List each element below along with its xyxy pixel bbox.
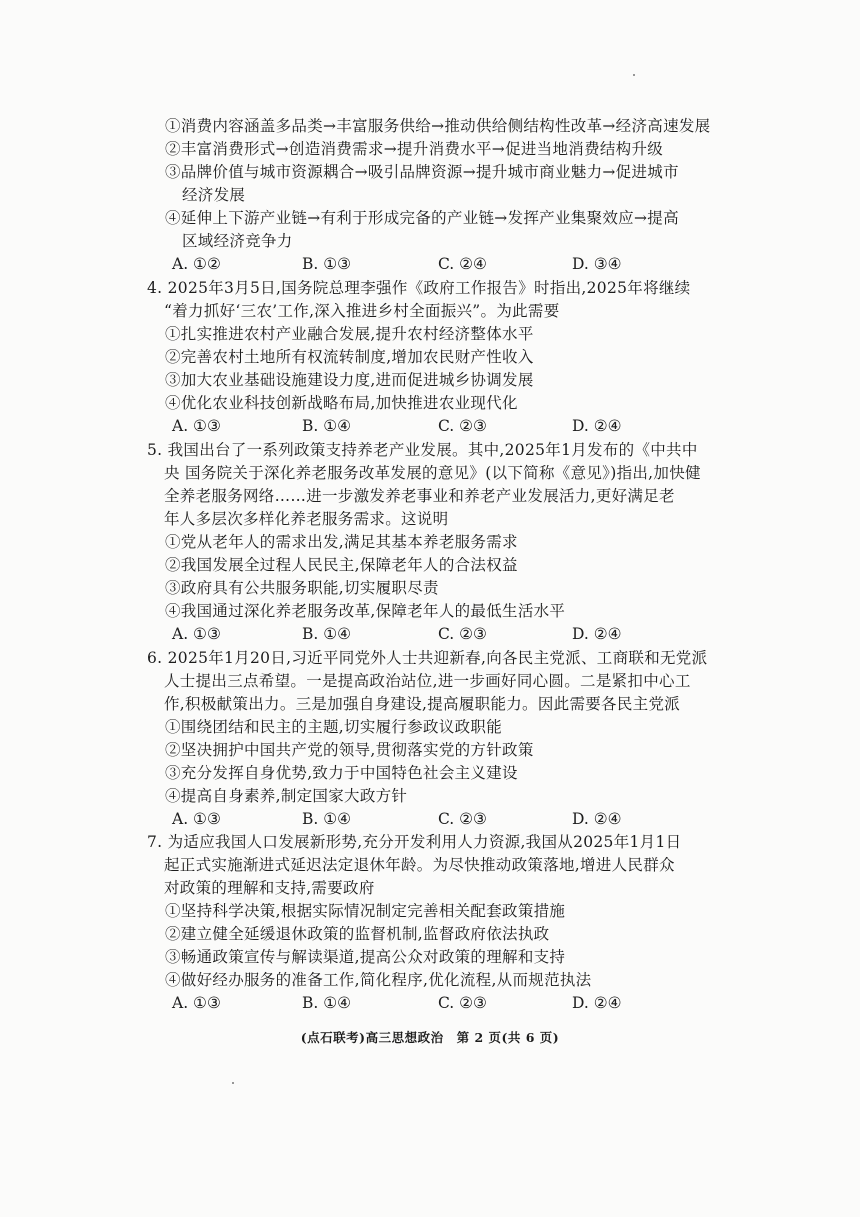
- q3-options: [172, 254, 692, 274]
- q6-item-4: ④提高自身素养,制定国家大政方针: [165, 787, 408, 805]
- option-d: D. ②④: [572, 625, 622, 643]
- option-d: D. ③④: [572, 255, 622, 273]
- q4-options: [172, 416, 692, 436]
- option-a: A. ①③: [172, 810, 221, 828]
- q5-item-1: ①党从老年人的需求出发,满足其基本养老服务需求: [165, 533, 518, 551]
- q6-item-2: ②坚决拥护中国共产党的领导,贯彻落实党的方针政策: [165, 741, 534, 759]
- option-a: A. ①③: [172, 625, 221, 643]
- page-footer: (点石联考)高三思想政治 第 2 页(共 6 页): [300, 1030, 560, 1045]
- q5-stem-line-2: 央 国务院关于深化养老服务改革发展的意见》(以下简称《意见》)指出,加快健: [164, 464, 701, 482]
- option-d: D. ②④: [572, 417, 622, 435]
- q4-item-1: ①扎实推进农村产业融合发展,提升农村经济整体水平: [165, 325, 534, 343]
- option-c: C. ②④: [438, 255, 487, 273]
- q6-stem-line-3: 作,积极献策出力。三是加强自身建设,提高履职能力。因此需要各民主党派: [164, 695, 681, 713]
- q6-options: [172, 809, 692, 829]
- q6-stem-line-2: 人士提出三点希望。一是提高政治站位,进一步画好同心圆。二是紧扣中心工: [164, 672, 691, 690]
- q7-item-4: ④做好经办服务的准备工作,简化程序,优化流程,从而规范执法: [165, 971, 592, 989]
- q6-item-3: ③充分发挥自身优势,致力于中国特色社会主义建设: [165, 764, 518, 782]
- q5-stem-line-4: 年人多层次多样化养老服务需求。这说明: [164, 510, 449, 528]
- q3-item-2: ②丰富消费形式→创造消费需求→提升消费水平→促进当地消费结构升级: [165, 140, 664, 158]
- q3-item-3: ③品牌价值与城市资源耦合→吸引品牌资源→提升城市商业魅力→促进城市: [165, 163, 679, 181]
- q6-item-1: ①围绕团结和民主的主题,切实履行参政议政职能: [165, 718, 503, 736]
- q5-item-4: ④我国通过深化养老服务改革,保障老年人的最低生活水平: [165, 602, 566, 620]
- q3-item-1: ①消费内容涵盖多品类→丰富服务供给→推动供给侧结构性改革→经济高速发展: [165, 117, 711, 135]
- option-c: C. ②③: [438, 625, 487, 643]
- option-b: B. ①④: [302, 417, 352, 435]
- q4-item-2: ②完善农村土地所有权流转制度,增加农民财产性收入: [165, 348, 534, 366]
- option-c: C. ②③: [438, 417, 487, 435]
- scan-speck: [633, 74, 635, 76]
- q7-stem-line-1: 7. 为适应我国人口发展新形势,充分开发利用人力资源,我国从2025年1月1日: [147, 833, 682, 851]
- option-d: D. ②④: [572, 994, 622, 1012]
- q7-options: [172, 993, 692, 1013]
- option-b: B. ①④: [302, 625, 352, 643]
- option-b: B. ①④: [302, 994, 352, 1012]
- q6-stem-line-1: 6. 2025年1月20日,习近平同党外人士共迎新春,向各民主党派、工商联和无党派: [147, 649, 708, 667]
- option-a: A. ①③: [172, 994, 221, 1012]
- q5-item-3: ③政府具有公共服务职能,切实履职尽责: [165, 579, 439, 597]
- option-a: A. ①②: [172, 255, 221, 273]
- option-c: C. ②③: [438, 994, 487, 1012]
- q5-stem-line-1: 5. 我国出台了一系列政策支持养老产业发展。其中,2025年1月发布的《中共中: [147, 441, 698, 459]
- q7-item-3: ③畅通政策宣传与解读渠道,提高公众对政策的理解和支持: [165, 948, 566, 966]
- option-a: A. ①③: [172, 417, 221, 435]
- option-d: D. ②④: [572, 810, 622, 828]
- option-b: B. ①④: [302, 810, 352, 828]
- q7-item-2: ②建立健全延缓退休政策的监督机制,监督政府依法执政: [165, 925, 550, 943]
- option-b: B. ①③: [302, 255, 352, 273]
- q4-stem-line-1: 4. 2025年3月5日,国务院总理李强作《政府工作报告》时指出,2025年将继续: [147, 279, 691, 297]
- option-c: C. ②③: [438, 810, 487, 828]
- q5-options: [172, 624, 692, 644]
- q4-item-4: ④优化农业科技创新战略布局,加快推进农业现代化: [165, 394, 518, 412]
- q5-item-2: ②我国发展全过程人民民主,保障老年人的合法权益: [165, 556, 518, 574]
- scan-speck: [232, 1082, 234, 1084]
- q4-item-3: ③加大农业基础设施建设力度,进而促进城乡协调发展: [165, 371, 534, 389]
- q7-stem-line-2: 起正式实施渐进式延迟法定退休年龄。为尽快推动政策落地,增进人民群众: [164, 856, 675, 874]
- q4-stem-line-2: “着力抓好‘三农’工作,深入推进乡村全面振兴”。为此需要: [164, 302, 560, 320]
- q3-item-3-cont: 经济发展: [182, 186, 246, 204]
- q5-stem-line-3: 全养老服务网络……进一步激发养老事业和养老产业发展活力,更好满足老: [164, 487, 675, 505]
- q7-item-1: ①坚持科学决策,根据实际情况制定完善相关配套政策措施: [165, 902, 566, 920]
- q7-stem-line-3: 对政策的理解和支持,需要政府: [164, 879, 375, 897]
- q3-item-4: ④延伸上下游产业链→有利于形成完备的产业链→发挥产业集聚效应→提高: [165, 209, 679, 227]
- q3-item-4-cont: 区域经济竞争力: [182, 232, 293, 250]
